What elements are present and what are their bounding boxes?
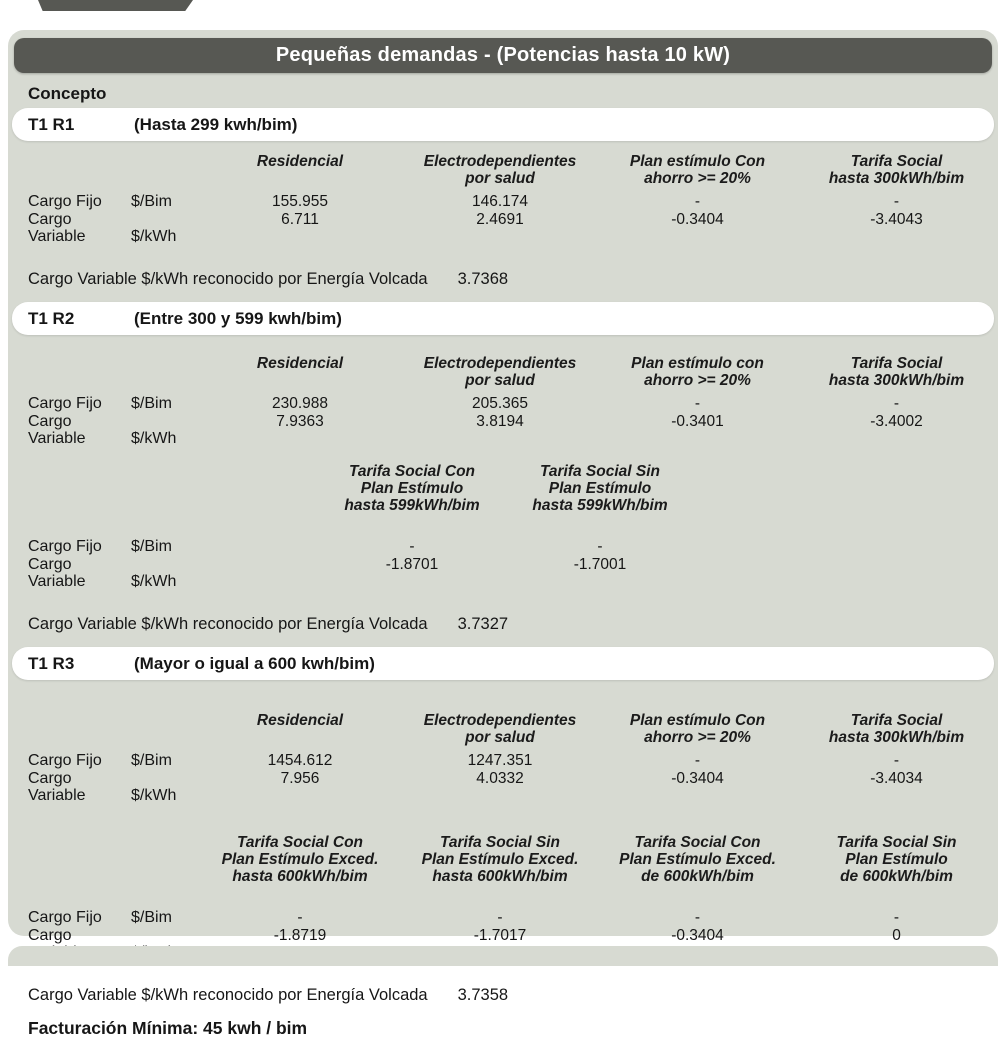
header-spacer <box>200 463 316 514</box>
section-code: T1 R1 <box>28 114 75 134</box>
row-label-name: Cargo Fijo <box>28 538 102 555</box>
row-label-name: Cargo Variable <box>28 211 86 245</box>
facturacion-minima: Facturación Mínima: 45 kwh / bim <box>28 1018 308 1038</box>
tariff-value: - <box>694 193 701 210</box>
tariff-value: 4.0332 <box>476 770 524 787</box>
column-header: Plan estímulo Con ahorro >= 20% <box>629 712 766 746</box>
tariff-row-fijo <box>8 395 998 412</box>
tariff-row-variable <box>8 211 998 245</box>
row-label-unit: $/Bim <box>131 395 172 412</box>
volcada-label: Cargo Variable $/kWh reconocido por Energía Volcada <box>28 986 428 1004</box>
row-label <box>28 538 200 555</box>
column-header: Residencial <box>256 355 344 372</box>
volcada-line <box>8 270 998 289</box>
volcada-value: 3.7327 <box>457 615 509 633</box>
section-code: T1 R2 <box>28 308 75 328</box>
tariff-panel <box>8 30 998 1038</box>
tariff-row-fijo <box>8 538 998 555</box>
tariff-value: 6.711 <box>281 211 319 228</box>
row-label-unit: $/kWh <box>131 573 177 590</box>
tariff-value: 2.4691 <box>476 211 524 228</box>
row-label-name: Cargo Variable <box>28 556 86 590</box>
tariff-value: -0.3401 <box>671 413 724 430</box>
sections-container <box>8 108 998 1005</box>
tariff-value: 146.174 <box>471 193 529 210</box>
panel-title: Pequeñas demandas - (Potencias hasta 10 kW) <box>275 44 731 66</box>
row-label <box>28 770 200 804</box>
table-header-row <box>8 834 998 885</box>
tariff-value: - <box>893 395 900 412</box>
table-header-row <box>8 355 998 389</box>
section-range: (Mayor o igual a 600 kwh/bim) <box>134 653 375 673</box>
tariff-value: - <box>597 538 603 555</box>
section-band <box>12 302 994 335</box>
row-label-name: Cargo Fijo <box>28 395 102 412</box>
column-header: Tarifa Social hasta 300kWh/bim <box>828 153 965 187</box>
row-label-unit: $/kWh <box>131 228 177 245</box>
tariff-value: 7.9363 <box>276 413 324 430</box>
volcada-line <box>8 615 998 634</box>
value-spacer <box>200 538 316 555</box>
row-label-name: Cargo Variable <box>28 770 86 804</box>
tariff-value: 155.955 <box>271 193 329 210</box>
tariff-value: 230.988 <box>271 395 329 412</box>
next-panel-partial <box>8 946 998 966</box>
tariff-row-fijo <box>8 193 998 210</box>
tariff-value: - <box>409 538 415 555</box>
row-label <box>28 193 200 210</box>
row-label-name: Cargo Variable <box>28 413 86 447</box>
tariff-value: -0.3404 <box>671 211 724 228</box>
column-header: Residencial <box>256 153 344 170</box>
section-range: (Hasta 299 kwh/bim) <box>134 114 298 134</box>
row-label-name: Cargo <box>28 927 72 944</box>
tariff-row-variable <box>8 770 998 804</box>
header-label-spacer <box>28 463 200 514</box>
value-spacer <box>200 556 316 590</box>
row-label-unit: $/Bim <box>131 538 172 555</box>
column-header: Tarifa Social hasta 300kWh/bim <box>828 712 965 746</box>
volcada-value: 3.7368 <box>457 270 509 288</box>
tariff-value: -3.4002 <box>870 413 923 430</box>
table-header-row <box>8 712 998 746</box>
tariff-value: -1.8719 <box>273 927 327 944</box>
tariff-value: - <box>497 909 503 926</box>
column-header: Tarifa Social Sin Plan Estímulo de 600kWh/bim <box>836 834 957 885</box>
tariff-value: - <box>893 193 900 210</box>
row-label <box>28 413 200 447</box>
row-label <box>28 556 200 590</box>
tariff-value: 1247.351 <box>467 752 533 769</box>
tariff-value: 0 <box>892 927 901 944</box>
tariff-row-fijo <box>8 752 998 769</box>
row-label-name: Cargo Fijo <box>28 909 102 926</box>
column-header: Plan estímulo Con ahorro >= 20% <box>629 153 766 187</box>
column-header: Electrodependientes por salud <box>423 712 577 746</box>
tariff-value: 3.8194 <box>476 413 524 430</box>
column-header: Tarifa Social Con Plan Estímulo Exced. de 600kWh/bim <box>619 834 776 885</box>
column-header: Plan estímulo con ahorro >= 20% <box>631 355 764 389</box>
tariff-value: - <box>694 395 701 412</box>
column-header: Tarifa Social Sin Plan Estímulo Exced. hasta 600kWh/bim <box>421 834 579 885</box>
header-label-spacer <box>28 712 200 746</box>
column-header: Tarifa Social hasta 300kWh/bim <box>828 355 965 389</box>
row-label <box>28 909 200 926</box>
previous-section-tab-remnant <box>38 0 193 11</box>
tariff-value: - <box>893 752 900 769</box>
tariff-value: -0.3404 <box>671 927 724 944</box>
row-label-unit: $/kWh <box>131 787 177 804</box>
table-header-row <box>8 153 998 187</box>
column-header: Electrodependientes por salud <box>423 153 577 187</box>
volcada-label: Cargo Variable $/kWh reconocido por Energía Volcada <box>28 615 428 633</box>
tariff-value: 1454.612 <box>267 752 333 769</box>
panel-title-bar <box>14 38 992 73</box>
row-label-name: Cargo Fijo <box>28 752 102 769</box>
row-label <box>28 395 200 412</box>
table-header-row <box>8 463 998 514</box>
tariff-value: - <box>297 909 303 926</box>
tariff-value: 7.956 <box>280 770 320 787</box>
tariff-value: 205.365 <box>471 395 529 412</box>
column-header: Tarifa Social Con Plan Estímulo hasta 599kWh/bim <box>344 463 480 514</box>
row-label-unit: $/kWh <box>131 430 177 447</box>
row-label-unit: $/Bim <box>131 193 172 210</box>
tariff-value: -1.7001 <box>573 556 627 573</box>
section-range: (Entre 300 y 599 kwh/bim) <box>134 308 342 328</box>
volcada-line <box>8 986 998 1005</box>
tariff-value: - <box>694 909 701 926</box>
tariff-value: -0.3404 <box>671 770 724 787</box>
tariff-row-fijo <box>8 909 998 926</box>
section-band <box>12 108 994 141</box>
column-header: Tarifa Social Con Plan Estímulo Exced. hasta 600kWh/bim <box>221 834 379 885</box>
section-band <box>12 647 994 680</box>
header-label-spacer <box>28 834 200 885</box>
row-label <box>28 211 200 245</box>
section-code: T1 R3 <box>28 653 75 673</box>
column-header: Tarifa Social Sin Plan Estímulo hasta 599kWh/bim <box>532 463 668 514</box>
tariff-value: -1.8701 <box>385 556 439 573</box>
row-label <box>28 752 200 769</box>
row-label-unit: $/Bim <box>131 909 172 926</box>
tariff-value: -1.7017 <box>473 927 527 944</box>
section-t1-r1 <box>8 108 998 289</box>
header-label-spacer <box>28 355 200 389</box>
volcada-value: 3.7358 <box>457 986 509 1004</box>
tariff-row-variable <box>8 556 998 590</box>
tariff-value: - <box>694 752 701 769</box>
concepto-label: Concepto <box>28 84 107 103</box>
row-label-name: Cargo Fijo <box>28 193 102 210</box>
column-header: Electrodependientes por salud <box>423 355 577 389</box>
header-label-spacer <box>28 153 200 187</box>
tariff-value: -3.4043 <box>870 211 923 228</box>
column-header: Residencial <box>256 712 344 729</box>
tariff-value: -3.4034 <box>870 770 923 787</box>
tariff-row-variable <box>8 413 998 447</box>
section-t1-r2 <box>8 302 998 634</box>
tariff-value: - <box>893 909 900 926</box>
volcada-label: Cargo Variable $/kWh reconocido por Energía Volcada <box>28 270 428 288</box>
row-label-unit: $/Bim <box>131 752 172 769</box>
